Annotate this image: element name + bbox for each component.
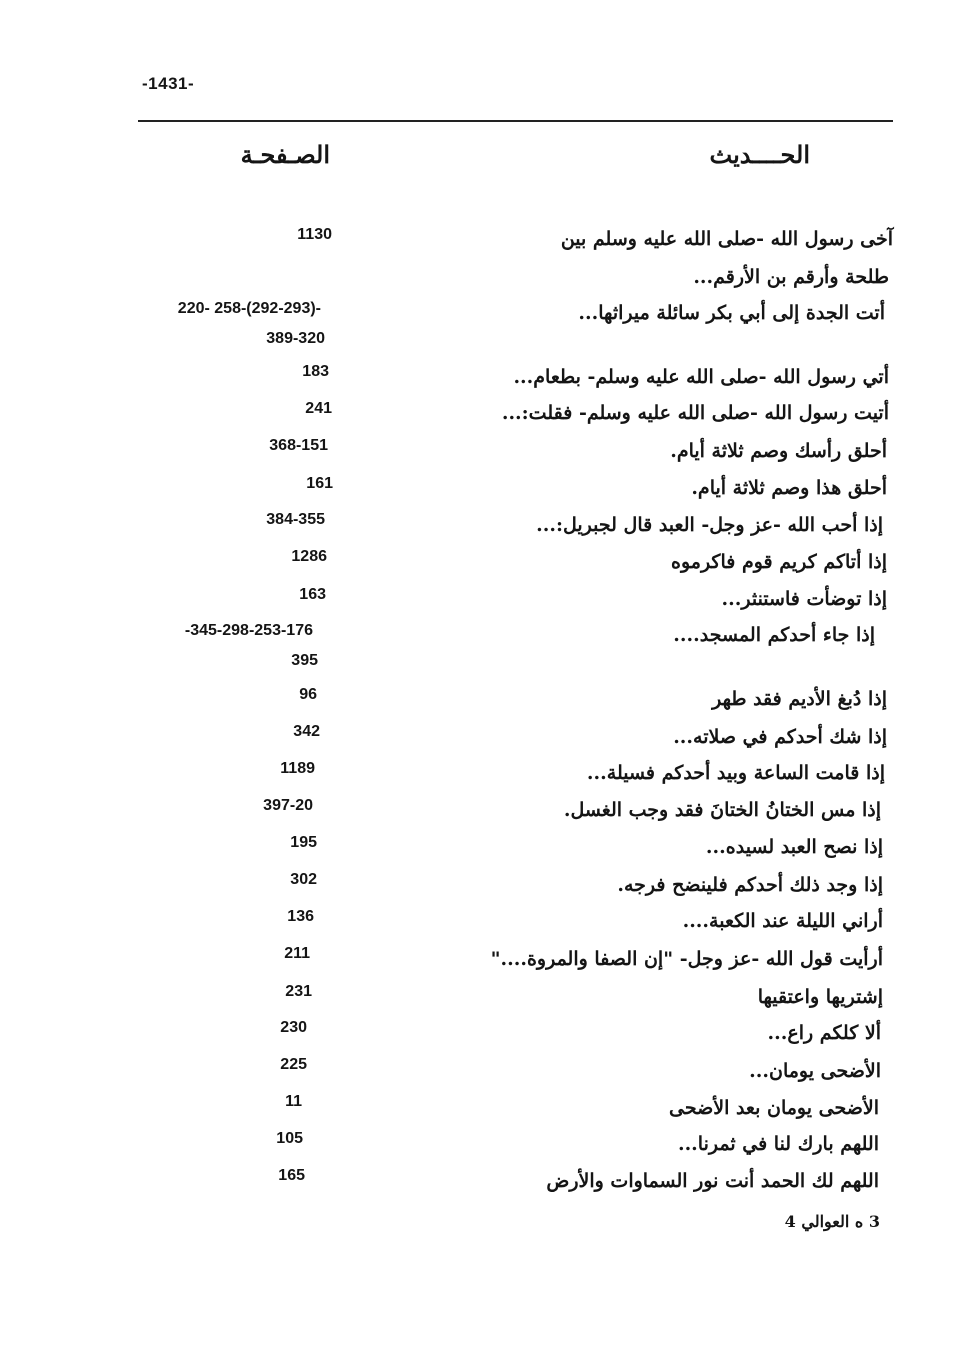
page-refs: 368-151 — [269, 437, 328, 454]
hadith-text: إذا مس الختانُ الختانَ فقد وجب الغسل. — [563, 799, 881, 821]
page-refs: 220- 258-(292-293)- — [177, 300, 321, 317]
page-refs: 1130 — [297, 226, 332, 243]
hadith-text: طلحة وأرقم بن الأرقم... — [693, 266, 889, 288]
hadith-text: أحلق هذا وصم ثلاثة أيام. — [691, 477, 887, 499]
page-refs: 105 — [276, 1130, 303, 1147]
hadith-text: إذا وجد ذلك أحدكم فلينضح فرجه. — [617, 874, 883, 896]
column-header-hadith: الحــــديث — [709, 140, 810, 169]
hadith-text: إذا دُبغ الأديم فقد طهر — [712, 688, 887, 710]
hadith-text: اللهم لك الحمد أنت نور السماوات والأرض — [546, 1170, 879, 1192]
hadith-text: إذا أحب الله -عز وجل- العبد قال لجبريل:... — [536, 514, 883, 536]
hadith-text: أتي رسول الله -صلى الله عليه وسلم- بطعام... — [513, 366, 889, 388]
page-refs: 163 — [299, 586, 326, 603]
page-refs: 231 — [285, 983, 312, 1000]
page-refs-continued: 389-320 — [266, 330, 325, 347]
hadith-text: الأضحى يومان بعد الأضحى — [669, 1097, 879, 1119]
page-refs: 211 — [284, 945, 310, 962]
page-refs: 195 — [290, 834, 317, 851]
column-header-page: الصـفحـة — [240, 140, 330, 169]
page-refs: 230 — [280, 1019, 307, 1036]
footer-signature: 3 ه العوالي 4 — [784, 1212, 880, 1231]
page-refs: 302 — [290, 871, 317, 888]
header-rule — [138, 120, 893, 122]
page-refs: 11 — [285, 1093, 302, 1110]
hadith-text: ألا كلكم راع... — [767, 1022, 881, 1044]
hadith-text: آخى رسول الله -صلى الله عليه وسلم بين — [560, 228, 893, 250]
hadith-text: أحلق رأسك وصم ثلاثة أيام. — [670, 440, 887, 462]
page-refs: -345-298-253-176 — [184, 622, 313, 639]
hadith-text: إشتريها واعتقيها — [757, 986, 883, 1008]
hadith-text: إذا قامت الساعة وبيد أحدكم فسيلة... — [586, 762, 885, 784]
page-number: -1431- — [142, 74, 195, 93]
page-refs: 1286 — [291, 548, 327, 565]
page-refs-continued: 395 — [291, 652, 318, 669]
page-refs: 225 — [280, 1056, 307, 1073]
page-refs: 1189 — [280, 760, 315, 777]
hadith-text: إذا أتاكم كريم قوم فاكرموه — [671, 551, 887, 573]
page-refs: 161 — [306, 475, 333, 492]
hadith-text: الأضحى يومان... — [749, 1060, 881, 1082]
hadith-text: إذا جاء أحدكم المسجد.... — [673, 624, 875, 646]
hadith-text: أتيت رسول الله -صلى الله عليه وسلم- فقلت:... — [501, 402, 889, 424]
page-refs: 183 — [302, 363, 329, 380]
hadith-text: أتت الجدة إلى أبي بكر سائلة ميراثها... — [578, 302, 885, 324]
page-refs: 342 — [293, 723, 320, 740]
hadith-text: إذا توضأت فاستنثر... — [721, 588, 887, 610]
page-refs: 96 — [299, 686, 317, 703]
page-refs: 384-355 — [266, 511, 325, 528]
hadith-text: أرأيت قول الله -عز وجل- "إن الصفا والمروة...." — [490, 948, 883, 970]
page-refs: 136 — [287, 908, 314, 925]
page-refs: 241 — [305, 400, 332, 417]
hadith-text: اللهم بارك لنا في ثمرنا... — [677, 1133, 879, 1155]
hadith-text: إذا نصح العبد لسيده... — [705, 836, 883, 858]
hadith-text: أراني الليلة عند الكعبة.... — [682, 910, 883, 932]
hadith-text: إذا شك أحدكم في صلاته... — [673, 726, 887, 748]
page-refs: 165 — [278, 1167, 305, 1184]
page-refs: 397-20 — [263, 797, 313, 814]
